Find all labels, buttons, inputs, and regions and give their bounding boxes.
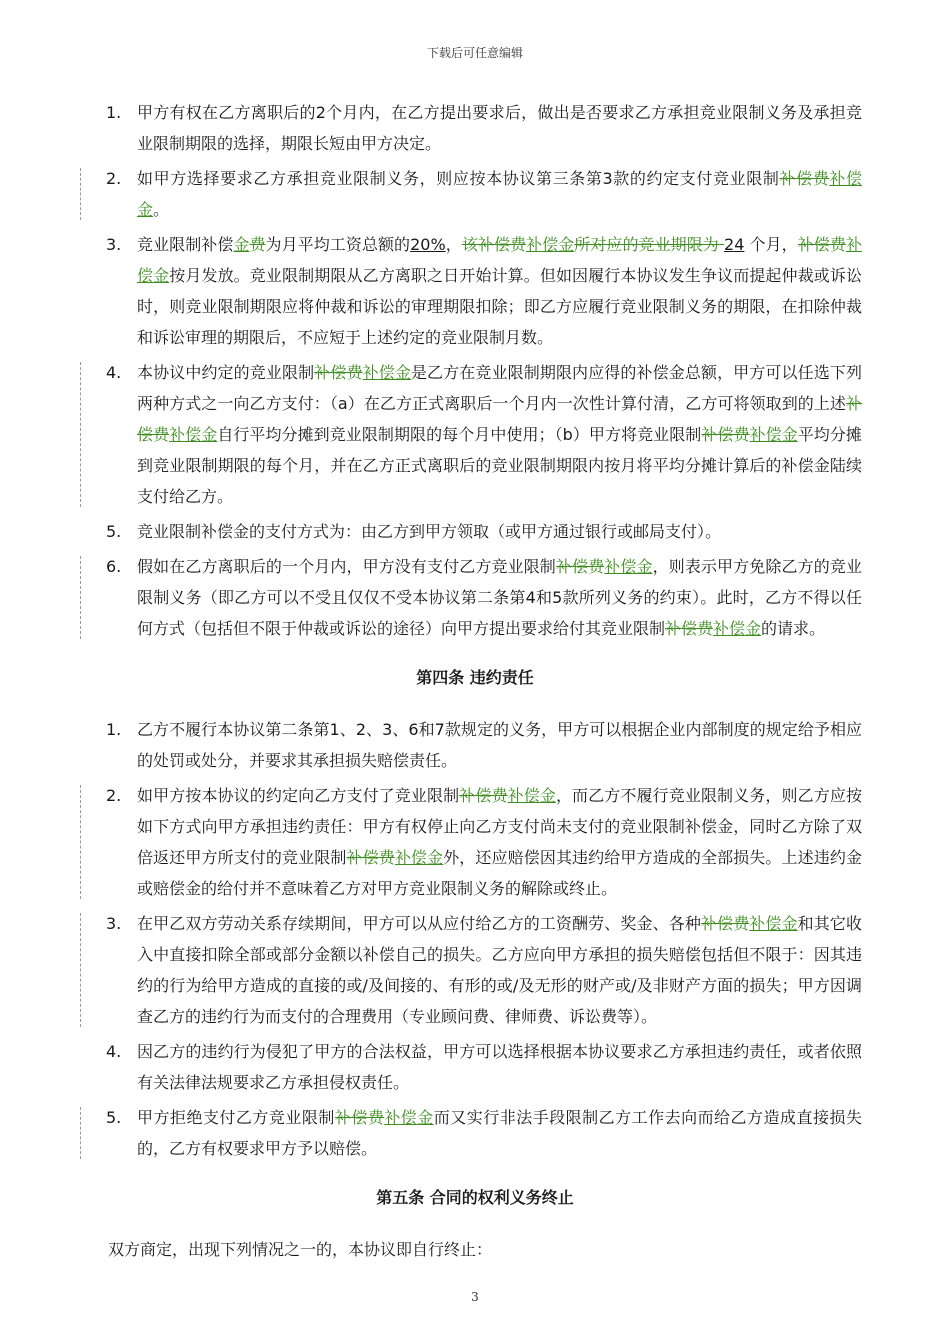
clause-3-1 (0, 97, 950, 159)
inserted-text: 补偿金 (169, 425, 218, 444)
clause-text: ，而乙方不履行竞业限制义务，则乙方应按如下方式向甲方承担违约责任：甲方有权停止向乙方支付尚未支付的竞业限制补偿金，同时乙方除了双倍返还甲方所支付的竞业限制 (137, 786, 862, 867)
deleted-text: 补偿费 (346, 848, 395, 867)
clause-4-5 (0, 1102, 950, 1164)
article-5-heading: 第五条 合同的权利义务终止 (376, 1188, 574, 1207)
clause-text: 竞业限制补偿金的支付方式为：由乙方到甲方领取（或甲方通过银行或邮局支付）。 (137, 522, 722, 541)
inserted-text: 补偿金 (604, 557, 653, 576)
clause-text: 为月平均工资总额的 (265, 235, 411, 254)
deleted-text: 补偿费 (701, 425, 750, 444)
inserted-text: 补偿金 (137, 169, 862, 219)
deleted-text: 补偿费 (665, 619, 714, 638)
clause-text: 按月发放。竞业限制期限从乙方离职之日开始计算。但如因履行本协议发生争议而提起仲裁或诉讼时，则竞业限制期限应将仲裁和诉讼的审理期限扣除；即乙方应履行竞业限制义务的期限，在扣除仲裁和诉讼审理的期限后，不应短于上述约定的竞业限制月数。 (137, 266, 862, 347)
deleted-text: 补偿费 (459, 786, 508, 805)
deleted-text: 补偿费 (555, 557, 605, 576)
clause-text: 甲方有权在乙方离职后的2个月内，在乙方提出要求后，做出是否要求乙方承担竞业限制义务及承担竞业限制期限的选择，期限长短由甲方决定。 (137, 103, 862, 153)
clause-number: 5. (106, 1108, 122, 1127)
article-5-intro: 双方商定，出现下列情况之一的，本协议即自行终止： (108, 1240, 493, 1259)
clause-text: 和其它收入中直接扣除全部或部分金额以补偿自己的损失。乙方应向甲方承担的损失赔偿包括但不限于：因其违约的行为给甲方造成的直接的或/及间接的、有形的或/及无形的财产或/及非财产方面的损失；甲方因调查乙方的违约行为而支付的合理费用（专业顾问费、律师费、诉讼费等）。 (137, 914, 862, 1026)
inserted-text: 补偿金 (749, 425, 798, 444)
inserted-text: 金 (233, 235, 250, 254)
clause-number: 3. (106, 235, 122, 254)
clause-text: 而又实行非法手段限制乙方工作去向而给乙方造成直接损失的，乙方有权要求甲方予以赔偿。 (137, 1108, 862, 1158)
clause-text: 是乙方在竞业限制期限内应得的补偿金总额，甲方可以任选下列两种方式之一向乙方支付：（a）在乙方正式离职后一个月内一次性计算付清，乙方可将领取到的上述 (137, 363, 862, 413)
clause-4-2 (0, 780, 950, 904)
inserted-text: 补偿金 (526, 235, 575, 254)
clause-text: 如甲方选择要求乙方承担竞业限制义务，则应按本协议第三条第3款的约定支付竞业限制 (137, 169, 780, 188)
clause-3-3 (0, 229, 950, 353)
clause-text: 自行平均分摊到竞业限制期限的每个月中使用；（b）甲方将竞业限制 (217, 425, 702, 444)
inserted-text: 补偿金 (137, 235, 862, 285)
deleted-text: 所对应的竞业期限为 (574, 235, 725, 254)
deleted-text: 该补偿费 (461, 235, 527, 254)
clause-number: 2. (106, 169, 122, 188)
clause-3-2 (0, 163, 950, 225)
clause-text: 在甲乙双方劳动关系存续期间，甲方可以从应付给乙方的工资酬劳、奖金、各种 (137, 914, 701, 933)
clause-number: 5. (106, 522, 122, 541)
inserted-text: 补偿金 (394, 848, 444, 867)
inserted-text: 补偿金 (384, 1108, 434, 1127)
inserted-text: 补偿金 (749, 914, 798, 933)
inserted-text: 补偿金 (507, 786, 556, 805)
clause-number: 1. (106, 103, 122, 122)
clause-text: ，则表示甲方免除乙方的竞业限制义务（即乙方可以不受且仅仅不受本协议第二条第4和5款所列义务的约束）。此时，乙方不得以任何方式（包括但不限于仲裁或诉讼的途径）向甲方提出要求给付其竞业限制 (137, 557, 862, 638)
clause-text: 。 (153, 200, 170, 219)
document-body (0, 97, 950, 1265)
clause-number: 6. (106, 557, 122, 576)
deleted-text: 费 (249, 235, 266, 254)
page-number: 3 (471, 1290, 479, 1304)
page-header: 下载后可任意编辑 (426, 46, 523, 60)
clause-text: 甲方拒绝支付乙方竞业限制 (137, 1108, 335, 1127)
article-4-heading: 第四条 违约责任 (416, 668, 534, 687)
clause-number: 3. (106, 914, 122, 933)
deleted-text: 补偿费 (779, 169, 830, 188)
clause-number: 1. (106, 720, 122, 739)
clause-number: 2. (106, 786, 122, 805)
underlined-value: 20% (410, 235, 446, 254)
deleted-text: 补偿费 (797, 235, 846, 254)
inserted-text: 补偿金 (362, 363, 411, 382)
clause-4-4 (0, 1036, 950, 1098)
clause-text: 个月， (744, 235, 798, 254)
clause-text: 的请求。 (761, 619, 826, 638)
article-4-clauses (0, 714, 950, 1164)
clause-text: 乙方不履行本协议第二条第1、2、3、6和7款规定的义务，甲方可以根据企业内部制度的规定给予相应的处罚或处分，并要求其承担损失赔偿责任。 (137, 720, 862, 770)
deleted-text: 补偿费 (334, 1108, 385, 1127)
clause-text: ， (445, 235, 462, 254)
deleted-text: 补偿费 (137, 394, 862, 444)
clause-3-6 (0, 551, 950, 644)
article-3-clauses (0, 97, 950, 644)
clause-4-3 (0, 908, 950, 1032)
clause-number: 4. (106, 1042, 122, 1061)
clause-text: 本协议中约定的竞业限制 (137, 363, 315, 382)
clause-text: 因乙方的违约行为侵犯了甲方的合法权益，甲方可以选择根据本协议要求乙方承担违约责任，或者依照有关法律法规要求乙方承担侵权责任。 (137, 1042, 862, 1092)
clause-3-5 (0, 516, 950, 547)
clause-3-4 (0, 357, 950, 512)
underlined-value: 24 (724, 235, 745, 254)
deleted-text: 补偿费 (700, 914, 750, 933)
clause-text: 平均分摊到竞业限制期限的每个月，并在乙方正式离职后的竞业限制期限内按月将平均分摊计算后的补偿金陆续支付给乙方。 (137, 425, 862, 506)
clause-text: 假如在乙方离职后的一个月内，甲方没有支付乙方竞业限制 (137, 557, 556, 576)
inserted-text: 补偿金 (713, 619, 762, 638)
clause-text: 竞业限制补偿 (137, 235, 234, 254)
clause-text: 如甲方按本协议的约定向乙方支付了竞业限制 (137, 786, 460, 805)
clause-text: 外，还应赔偿因其违约给甲方造成的全部损失。上述违约金或赔偿金的给付并不意味着乙方对甲方竞业限制义务的解除或终止。 (137, 848, 862, 898)
clause-4-1 (0, 714, 950, 776)
clause-number: 4. (106, 363, 122, 382)
deleted-text: 补偿费 (314, 363, 363, 382)
